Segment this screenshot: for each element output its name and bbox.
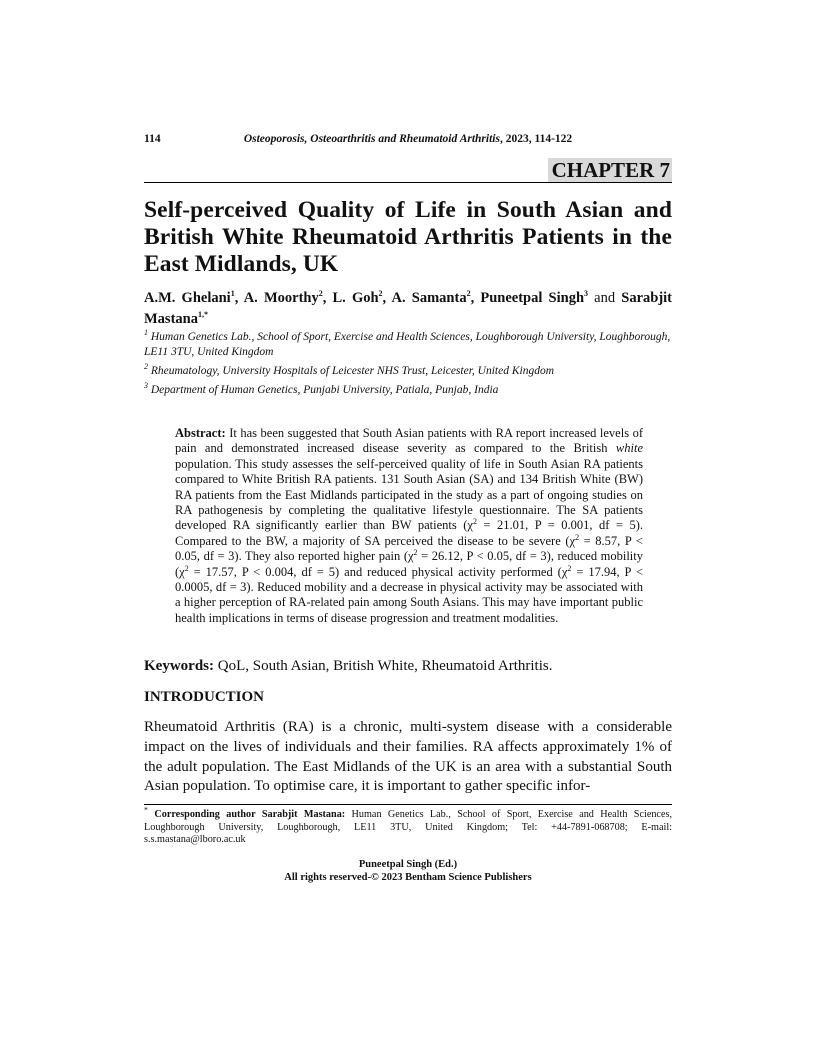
chi-square-superscript: 2 xyxy=(184,563,189,573)
footnote-label: Corresponding author Sarabjit Mastana: xyxy=(154,809,346,820)
author-list xyxy=(144,288,672,330)
affiliation-number: 3 xyxy=(144,381,148,391)
author-name: A. Moorthy xyxy=(243,290,319,306)
chi-square-superscript: 2 xyxy=(413,548,418,558)
journal-citation xyxy=(144,133,672,145)
abstract-text: = 26.12, P < 0.05, df = 3), reduced mobility (χ xyxy=(175,549,644,579)
keywords-text: QoL, South Asian, British White, Rheumatoid Arthritis. xyxy=(214,658,553,674)
author-affiliation-marker: 2 xyxy=(378,289,383,299)
keywords xyxy=(144,658,672,675)
abstract-text: = 8.57, P < 0.05, df = 3). They also reported higher pain (χ xyxy=(175,533,643,564)
page-number: 114 xyxy=(144,133,161,145)
journal-title: Osteoporosis, Osteoarthritis and Rheumatoid Arthritis xyxy=(243,133,500,145)
keywords-label: Keywords: xyxy=(144,658,214,674)
author-separator: , xyxy=(322,290,333,306)
author-affiliation-marker: 3 xyxy=(584,289,589,299)
affiliation-number: 1 xyxy=(144,328,148,338)
abstract-text: = 17.57, P < 0.004, df = 5) and reduced physical activity performed (χ xyxy=(188,564,568,579)
chi-square-superscript: 2 xyxy=(567,563,572,573)
corresponding-author-footnote xyxy=(144,805,672,847)
author-separator: , xyxy=(470,290,481,306)
author-affiliation-marker: 1 xyxy=(230,289,235,299)
author-affiliation-marker: 1,* xyxy=(197,310,208,320)
affiliation-text: Human Genetics Lab., School of Sport, Exercise and Health Sciences, Loughborough University, Loughborough, LE11 3TU, United Kingdom xyxy=(144,331,671,358)
abstract-italic-text: white xyxy=(615,441,643,456)
affiliation-number: 2 xyxy=(144,362,148,372)
abstract-label: Abstract: xyxy=(175,426,226,440)
author-name: Puneetpal Singh xyxy=(480,290,585,306)
author-name: Sarabjit Mastana xyxy=(144,290,673,327)
author-name: A.M. Ghelani xyxy=(144,290,231,306)
author-separator: , xyxy=(234,290,244,306)
affiliation-item xyxy=(144,330,672,360)
abstract-text: It has been suggested that South Asian patients with RA report increased levels of pain and demonstrated increased disease severity as compared to the British xyxy=(175,426,643,456)
editor-credit: Puneetpal Singh (Ed.) xyxy=(358,859,458,870)
author-name: A. Samanta xyxy=(391,290,467,306)
chi-square-superscript: 2 xyxy=(575,532,580,542)
chapter-label: CHAPTER 7 xyxy=(548,158,672,182)
section-heading: INTRODUCTION xyxy=(144,689,265,705)
affiliation-item xyxy=(144,383,672,398)
abstract xyxy=(175,426,643,626)
affiliation-item xyxy=(144,364,672,379)
footnote-divider xyxy=(144,804,672,805)
running-header xyxy=(144,133,672,149)
author-separator: , xyxy=(382,290,392,306)
introduction-paragraph: Rheumatoid Arthritis (RA) is a chronic, multi-system disease with a considerable impact on the lives of individuals and their families. RA affects approximately 1% of the adult population. The East Midlands of the UK is an area with a substantial South Asian population. To optimise care, it is important to gather specific infor- xyxy=(144,719,672,795)
paper-title: Self-perceived Quality of Life in South Asian and British White Rheumatoid Arthritis Patients in the East Midlands, UK xyxy=(144,197,672,277)
chi-square-superscript: 2 xyxy=(472,517,477,527)
copyright-notice: All rights reserved-© 2023 Bentham Science Publishers xyxy=(284,872,532,883)
author-conjunction: and xyxy=(594,290,616,306)
affiliation-list xyxy=(144,330,672,402)
author-affiliation-marker: 2 xyxy=(318,289,323,299)
footnote-text: Human Genetics Lab., School of Sport, Exercise and Health Sciences, Loughborough University, Loughborough, LE11 3TU, United Kingdom; Tel: +44-7891-068708; E-mail: s.s.mastana@lboro.ac.uk xyxy=(144,809,672,846)
abstract-text: = 21.01, P = 0.001, df = 5). Compared to the BW, a majority of SA perceived the disease to be severe (χ xyxy=(175,518,643,548)
author-name: L. Goh xyxy=(332,290,379,306)
affiliation-text: Department of Human Genetics, Punjabi University, Patiala, Punjab, India xyxy=(150,384,499,396)
abstract-text: = 17.94, P < 0.0005, df = 3). Reduced mobility and a decrease in physical activity may be associated with a higher perception of RA-related pain among South Asians. This may have important public health implications in terms of disease progression and treatment modalities. xyxy=(175,564,643,625)
abstract-text: population. This study assesses the self-perceived quality of life in South Asian RA patients compared to White British RA patients. 131 South Asian (SA) and 134 British White (BW) RA patients from the East Midlands participated in the study as a part of ongoing studies on RA pathogenesis by completing the qualitative lifestyle questionnaire. The SA patients developed RA significantly earlier than BW patients (χ xyxy=(175,456,643,533)
journal-year-pages: , 2023, 114-122 xyxy=(499,133,573,145)
chapter-divider xyxy=(144,182,672,183)
footnote-marker: * xyxy=(144,805,148,815)
author-affiliation-marker: 2 xyxy=(466,289,471,299)
page-footer xyxy=(144,858,672,884)
affiliation-text: Rheumatology, University Hospitals of Leicester NHS Trust, Leicester, United Kingdom xyxy=(150,365,554,377)
